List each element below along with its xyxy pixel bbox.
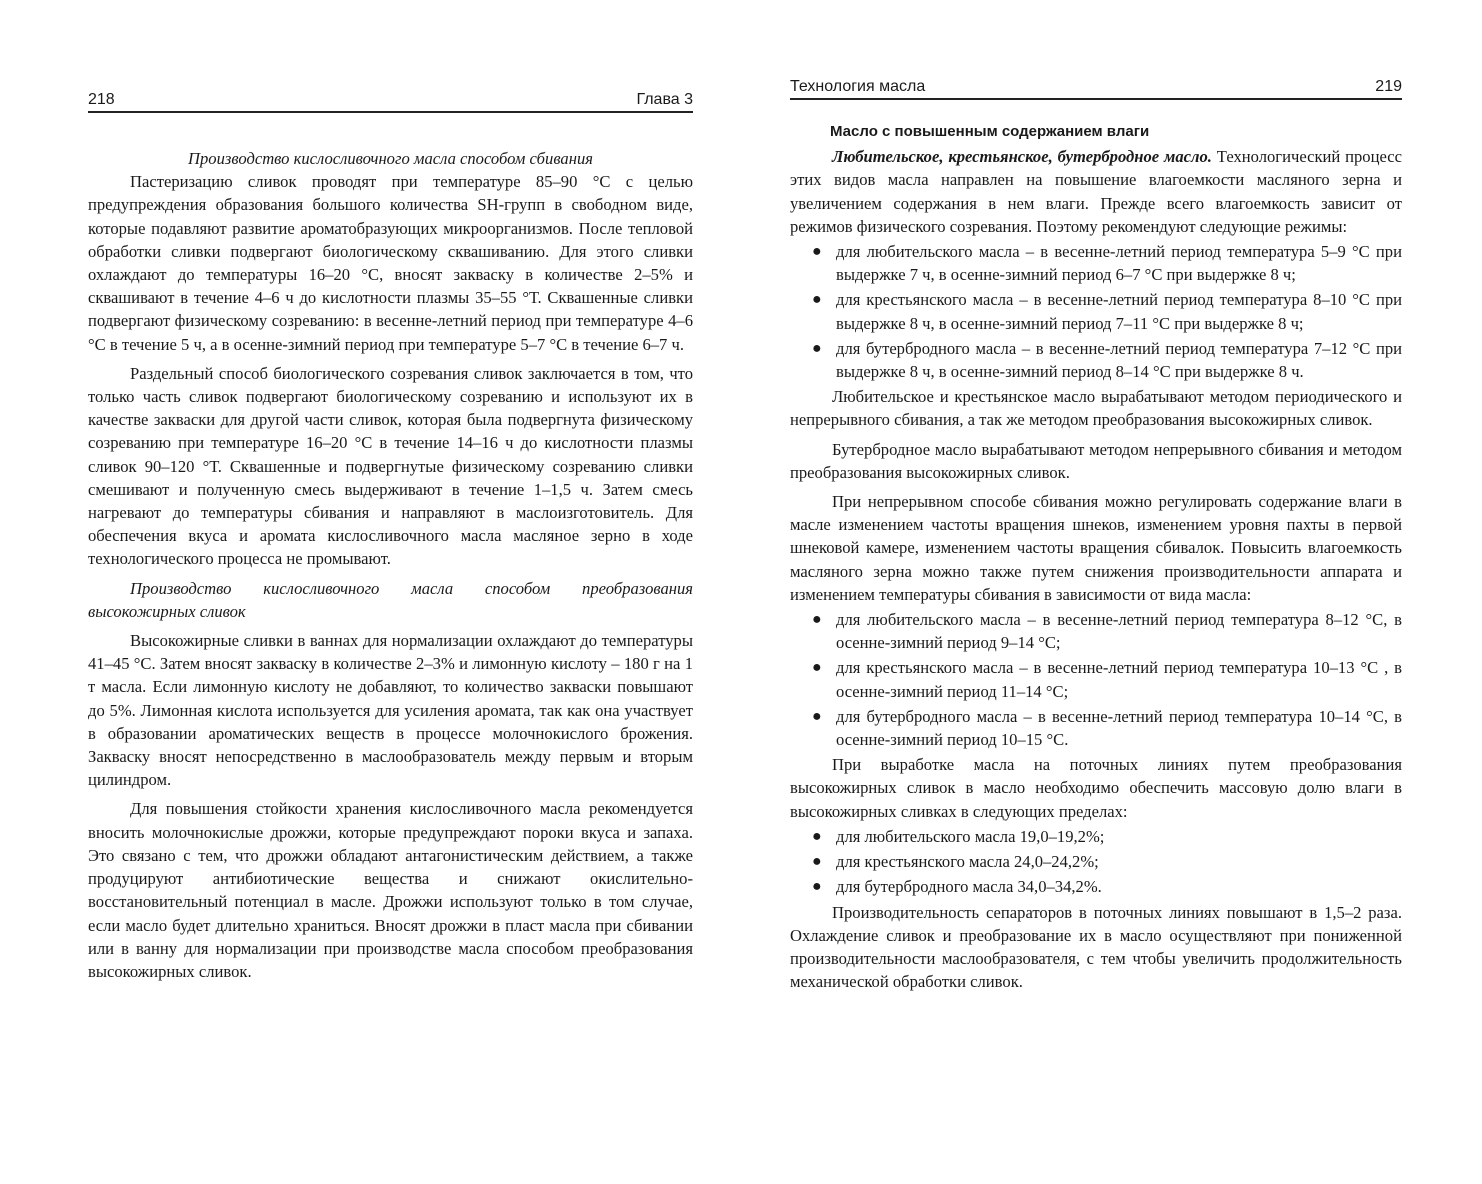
right-page-body: [790, 120, 1402, 993]
page-number: 218: [88, 91, 115, 108]
paragraph: Раздельный способ биологического созревания сливок заключается в том, что только часть сливок подвергают биологическому созреванию и используют их в качестве закваски для другой части сливок, которая была подвергнута физическому созреванию при температуре 16–20 °С в течение 14–16 ч до кислотности плазмы сливок 90–120 °Т. Сквашенные и подвергнутые физическому созреванию сливки смешивают и полученную смесь выдерживают в течение 1–1,5 ч. Затем смесь нагревают до температуры сбивания и направляют в маслоизготовитель. Для обеспечения вкуса и аромата кислосливочного масла масляное зерно в ходе технологического процесса не промывают.: [88, 363, 693, 569]
right-page: [790, 0, 1402, 993]
subsection-title: Производство кислосливочного масла способом сбивания: [188, 149, 593, 168]
chapter-title: Глава 3: [636, 91, 693, 108]
bullet-icon: ●: [812, 853, 822, 871]
paragraph: Производительность сепараторов в поточных линиях повышают в 1,5–2 раза. Охлаждение сливок и преобразование их в масло осуществляют при пониженной производительности маслообразователя, с тем чтобы увеличить продолжительность механической обработки сливок.: [790, 902, 1402, 992]
list-item: ● для бутербродного масла 34,0–34,2%.: [790, 875, 1402, 898]
list-item: ● для любительского масла 19,0–19,2%;: [790, 825, 1402, 848]
subsection-title: Производство кислосливочного масла способом преобразования высокожирных сливок: [88, 578, 693, 621]
paragraph: Для повышения стойкости хранения кислосливочного масла рекомендуется вносить молочнокислые дрожжи, которые предупреждают пороки вкуса и запаха. Это связано с тем, что дрожжи обладают антагонистическим действием, а также продуцируют антибиотические вещества и снижают окислительно-восстановительный потенциал в масле. Дрожжи используют только в том случае, если масло будет длительно храниться. Вносят дрожжи в пласт масла при сбивании или в ванну для нормализации при производстве масла способом преобразования высокожирных сливок.: [88, 799, 693, 981]
paragraph: [790, 145, 1402, 238]
bullet-list: [790, 825, 1402, 899]
bullet-icon: ●: [812, 243, 822, 261]
bullet-icon: ●: [812, 827, 822, 845]
bullet-list: [790, 608, 1402, 751]
paragraph: Бутербродное масло вырабатывают методом непрерывного сбивания и методом преобразования высокожирных сливок.: [790, 439, 1402, 482]
list-item: ● для крестьянского масла – в весенне-летний период температура 10–13 °С , в осенне-зимний период 11–14 °С;: [812, 658, 1402, 701]
list-item: ● для любительского масла – в весенне-летний период температура 5–9 °С при выдержке 7 ч, в осенне-зимний период 6–7 °С при выдержке 8 ч;: [812, 242, 1402, 285]
paragraph: Любительское и крестьянское масло вырабатывают методом периодического и непрерывного сбивания, а так же методом преобразования высокожирных сливок.: [790, 387, 1402, 430]
lead-in: Любительское, крестьянское, бутербродное масло.: [832, 147, 1212, 167]
bullet-icon: ●: [812, 659, 822, 677]
section-title: Масло с повышенным содержанием влаги: [830, 123, 1150, 140]
bullet-icon: ●: [812, 878, 822, 896]
paragraph-text: Технологический процесс этих видов масла направлен на повышение влагоемкости масляного зерна и увеличением содержания в нем влаги. Прежде всего влагоемкость зависит от режимов физического созревания. Поэтому рекомендуют следующие режимы:: [790, 147, 1402, 236]
paragraph: При выработке масла на поточных линиях путем преобразования высокожирных сливок в масло необходимо обеспечить массовую долю влаги в высокожирных сливках в следующих пределах:: [790, 755, 1402, 821]
bullet-list: [790, 240, 1402, 383]
paragraph: Пастеризацию сливок проводят при температуре 85–90 °С с целью предупреждения образования большого количества SH-групп в свободном виде, которые подавляют развитие ароматобразующих микроорганизмов. После тепловой обработки сливки подвергают биологическому сквашиванию. Для этого сливки охлаждают до температуры 16–20 °С, вносят закваску в количестве 2–5% и сквашивают в течение 4–6 ч до кислотности плазмы 35–55 °Т. Сквашенные сливки подвергают физическому созреванию: в весенне-летний период при температуре 4–6 °С в течение 5 ч, а в осенне-зимний период при температуре 5–7 °С в течение 6–7 ч.: [88, 172, 693, 354]
left-page: [88, 0, 693, 983]
page-number: 219: [1375, 78, 1402, 95]
bullet-icon: ●: [812, 339, 822, 357]
list-item: ● для любительского масла – в весенне-летний период температура 8–12 °С, в осенне-зимний период 9–14 °С;: [812, 610, 1402, 653]
running-title: Технология масла: [790, 78, 926, 95]
left-page-body: [88, 147, 693, 983]
paragraph: При непрерывном способе сбивания можно регулировать содержание влаги в масле изменением частоты вращения шнеков, изменением уровня пахты в первой шнековой камере, изменением частоты вращения сбивалок. Повысить влагоемкость масляного зерна можно также путем снижения производительности аппарата и изменением температуры сбивания в зависимости от вида масла:: [790, 492, 1402, 604]
list-item: ● для крестьянского масла – в весенне-летний период температура 8–10 °С при выдержке 8 ч, в осенне-зимний период 7–11 °С при выдержке 8 ч;: [812, 290, 1402, 333]
bullet-icon: ●: [812, 611, 822, 629]
list-item: ● для бутербродного масла – в весенне-летний период температура 10–14 °С, в осенне-зимний период 10–15 °С.: [812, 706, 1402, 750]
paragraph: Высокожирные сливки в ваннах для нормализации охлаждают до температуры 41–45 °С. Затем вносят закваску в количестве 2–3% и лимонную кислоту – 180 г на 1 т масла. Если лимонную кислоту не добавляют, то количество закваски повышают до 5%. Лимонная кислота используется для усиления аромата, так как она участвует в образовании ароматических веществ в процессе молочнокислого брожения. Закваску вносят непосредственно в маслообразователь между первым и вторым цилиндром.: [88, 631, 693, 790]
list-item: ● для крестьянского масла 24,0–24,2%;: [790, 850, 1402, 873]
list-item: ● для бутербродного масла – в весенне-летний период температура 7–12 °С при выдержке 8 ч, в осенне-зимний период 8–14 °С при выдержке 8 ч.: [812, 338, 1402, 382]
right-page-header: [790, 78, 1402, 100]
bullet-icon: ●: [812, 707, 822, 725]
bullet-icon: ●: [812, 291, 822, 309]
left-page-header: [88, 91, 693, 113]
